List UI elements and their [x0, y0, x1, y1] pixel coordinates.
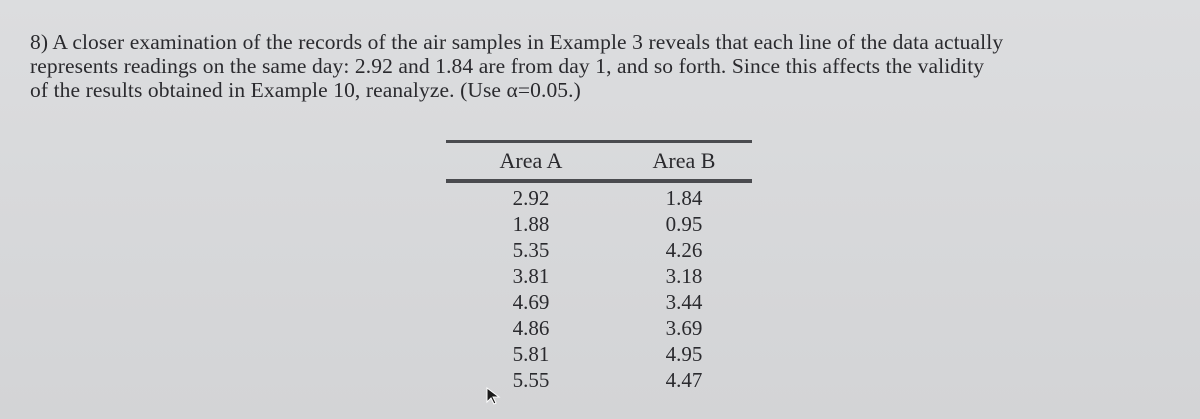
area-a-value: 4.86 — [512, 316, 550, 340]
area-b-column — [616, 185, 752, 393]
area-a-value: 2.92 — [512, 186, 550, 210]
area-a-value: 3.81 — [512, 264, 550, 288]
area-b-value: 4.26 — [665, 238, 703, 262]
area-a-column — [446, 185, 616, 393]
area-a-value: 5.55 — [512, 368, 550, 392]
area-b-value: 4.47 — [665, 368, 703, 392]
area-a-value: 5.35 — [512, 238, 550, 262]
table-top-rule — [446, 140, 752, 143]
area-b-value: 3.18 — [665, 264, 703, 288]
table-header-rule — [446, 179, 752, 183]
header-area-b: Area B — [652, 148, 716, 173]
area-b-value: 0.95 — [665, 212, 703, 236]
problem-line-2: represents readings on the same day: 2.92 and 1.84 are from day 1, and so forth. Since this affects the validity — [30, 54, 985, 78]
problem-statement — [30, 30, 1170, 102]
problem-line-1: 8) A closer examination of the records of the air samples in Example 3 reveals that each line of the data actually — [30, 30, 1004, 54]
area-b-value: 3.69 — [665, 316, 703, 340]
area-a-value: 1.88 — [512, 212, 550, 236]
area-b-value: 4.95 — [665, 342, 703, 366]
area-b-value: 1.84 — [665, 186, 703, 210]
table-body — [446, 185, 752, 393]
area-b-value: 3.44 — [665, 290, 703, 314]
mouse-pointer-icon — [485, 386, 503, 406]
data-table — [446, 140, 752, 393]
header-area-a: Area A — [499, 148, 563, 173]
area-a-value: 5.81 — [512, 342, 550, 366]
area-a-value: 4.69 — [512, 290, 550, 314]
table-header-row — [446, 147, 752, 175]
problem-line-3: of the results obtained in Example 10, reanalyze. (Use α=0.05.) — [30, 78, 581, 102]
